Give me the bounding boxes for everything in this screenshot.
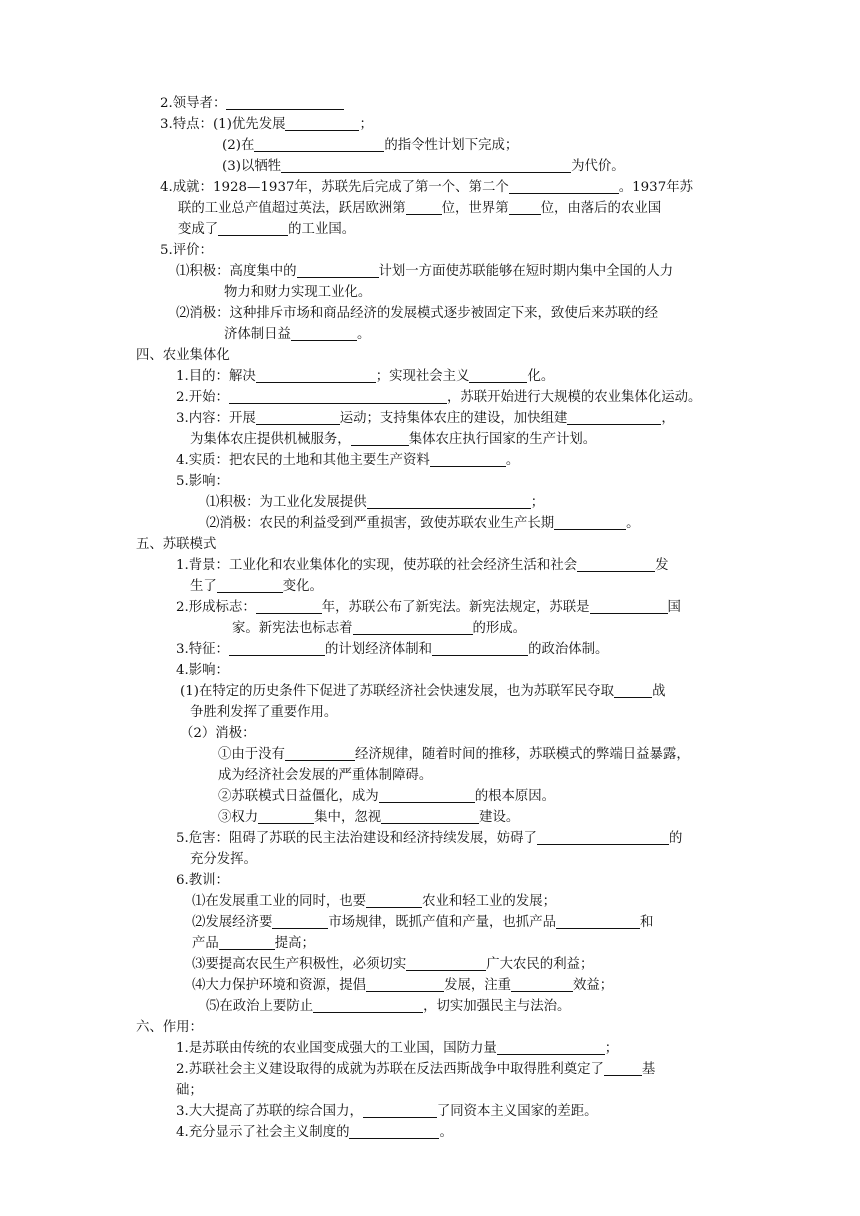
fill-in-blank[interactable] xyxy=(256,598,322,614)
line-text: 充分发挥。 xyxy=(190,852,257,867)
line-text: 六、作用： xyxy=(136,1020,203,1035)
text-line xyxy=(160,114,373,135)
text-line xyxy=(192,975,613,996)
text-line xyxy=(176,828,682,849)
text-line xyxy=(180,723,255,744)
fill-in-blank[interactable] xyxy=(351,430,409,446)
line-text: 化。 xyxy=(527,369,555,384)
text-line xyxy=(190,576,323,597)
line-text: ②苏联模式日益僵化，成为 xyxy=(218,789,379,804)
line-text: 年，苏联公布了新宪法。新宪法规定，苏联是 xyxy=(321,600,590,615)
fill-in-blank[interactable] xyxy=(285,115,359,131)
line-text: 广大农民的利益； xyxy=(486,957,594,972)
fill-in-blank[interactable] xyxy=(291,325,357,341)
line-text: 成为经济社会发展的严重体制障碍。 xyxy=(218,768,433,783)
line-text: 变成了 xyxy=(178,222,219,237)
text-line xyxy=(176,1080,203,1101)
fill-in-blank[interactable] xyxy=(381,808,479,824)
line-text: 3.特点：(1)优先发展 xyxy=(160,117,286,132)
text-line xyxy=(136,345,230,366)
line-text: 。1937年苏 xyxy=(618,180,693,195)
line-text: 2.形成标志： xyxy=(176,600,256,615)
line-text: ⑸在政治上要防止 xyxy=(206,999,314,1014)
text-line xyxy=(176,261,673,282)
text-line xyxy=(176,639,608,660)
fill-in-blank[interactable] xyxy=(229,640,325,656)
text-line xyxy=(176,555,669,576)
fill-in-blank[interactable] xyxy=(614,682,652,698)
line-text: ，切实加强民主与法治。 xyxy=(423,999,571,1014)
text-line xyxy=(178,219,355,240)
line-text: 3.内容：开展 xyxy=(176,411,256,426)
line-text: 战 xyxy=(652,684,666,699)
fill-in-blank[interactable] xyxy=(219,934,275,950)
line-text: ； xyxy=(604,1041,619,1056)
text-line xyxy=(218,807,519,828)
line-text: ； xyxy=(359,117,373,132)
text-line xyxy=(176,660,229,681)
line-text: 争胜利发挥了重要作用。 xyxy=(190,705,338,720)
line-text: 基 xyxy=(641,1062,656,1077)
line-text: 经济规律，随着时间的推移，苏联模式的弊端日益暴露， xyxy=(354,747,690,762)
line-text: ；实现社会主义 xyxy=(375,369,470,384)
fill-in-blank[interactable] xyxy=(406,955,486,971)
line-text: 2.开始： xyxy=(176,390,229,405)
fill-in-blank[interactable] xyxy=(537,829,669,845)
line-text: 农业和轻工业的发展； xyxy=(422,894,556,909)
line-text: 发展，注重 xyxy=(444,978,512,993)
line-text: 为代价。 xyxy=(571,159,625,174)
fill-in-blank[interactable] xyxy=(577,556,655,572)
line-text: 物力和财力实现工业化。 xyxy=(224,285,372,300)
fill-in-blank[interactable] xyxy=(218,220,288,236)
text-line xyxy=(176,1122,453,1143)
line-text: 和 xyxy=(639,915,654,930)
line-text: 2.苏联社会主义建设取得的成就为苏联在反法西斯战争中取得胜利奠定了 xyxy=(176,1062,604,1077)
line-text: 产品 xyxy=(192,936,219,951)
line-text: 效益； xyxy=(573,978,614,993)
line-text: 4.充分显示了社会主义制度的 xyxy=(176,1125,350,1140)
text-line xyxy=(218,744,690,765)
line-text: 6.教训： xyxy=(176,873,229,888)
text-line xyxy=(176,471,229,492)
line-text: 4.影响： xyxy=(176,663,229,678)
text-line xyxy=(136,1017,203,1038)
fill-in-blank[interactable] xyxy=(217,577,283,593)
text-line xyxy=(218,786,555,807)
text-line xyxy=(176,870,229,891)
line-text: ⑴积极：为工业化发展提供 xyxy=(206,495,367,510)
text-line xyxy=(176,450,519,471)
line-text: （2）消极： xyxy=(180,726,256,741)
line-text: 。 xyxy=(439,1125,453,1140)
line-text: 了同资本主义国家的差距。 xyxy=(436,1104,598,1119)
fill-in-blank[interactable] xyxy=(509,178,619,194)
line-text: ⑵消极：农民的利益受到严重损害，致使苏联农业生产长期 xyxy=(206,516,555,531)
line-text: 3.大大提高了苏联的综合国力， xyxy=(176,1104,363,1119)
text-line xyxy=(192,954,593,975)
line-text: ⑵发展经济要 xyxy=(192,915,273,930)
line-text: 5.危害：阻碍了苏联的民主法治建设和经济持续发展，妨碍了 xyxy=(176,831,537,846)
line-text: 的工业国。 xyxy=(288,222,356,237)
fill-in-blank[interactable] xyxy=(229,388,447,404)
fill-in-blank[interactable] xyxy=(363,1102,437,1118)
fill-in-blank[interactable] xyxy=(226,94,344,110)
fill-in-blank[interactable] xyxy=(254,136,384,152)
line-text: 3.特征： xyxy=(176,642,229,657)
line-text: ，苏联开始进行大规模的农业集体化运动。 xyxy=(446,390,702,405)
text-line xyxy=(176,387,701,408)
fill-in-blank[interactable] xyxy=(430,451,506,467)
fill-in-blank[interactable] xyxy=(469,367,527,383)
text-line xyxy=(176,408,675,429)
line-text: 运动；支持集体农庄的建设，加快组建 xyxy=(339,411,568,426)
line-text: 。 xyxy=(505,453,520,468)
line-text: 国 xyxy=(667,600,681,615)
text-line xyxy=(206,513,640,534)
text-line xyxy=(190,702,337,723)
text-line xyxy=(192,933,315,954)
line-text: 的形成。 xyxy=(472,621,527,636)
line-text: 集体农庄执行国家的生产计划。 xyxy=(408,432,597,447)
text-line xyxy=(224,324,370,345)
line-text: 的指令性计划下完成； xyxy=(384,138,519,153)
line-text: 集中，忽视 xyxy=(314,810,382,825)
line-text: ⑷大力保护环境和资源，提倡 xyxy=(192,978,367,993)
fill-in-blank[interactable] xyxy=(367,493,531,509)
line-text: 位，由落后的农业国 xyxy=(540,201,662,216)
text-line xyxy=(190,849,257,870)
line-text: 的计划经济体制和 xyxy=(324,642,433,657)
line-text: 的根本原因。 xyxy=(474,789,556,804)
fill-in-blank[interactable] xyxy=(297,262,379,278)
fill-in-blank[interactable] xyxy=(509,199,541,215)
line-text: 位，世界第 xyxy=(441,201,509,216)
text-line xyxy=(218,765,432,786)
line-text: 家。新宪法也标志着 xyxy=(232,621,353,636)
text-line xyxy=(136,534,216,555)
fill-in-blank[interactable] xyxy=(567,409,661,425)
line-text: 础； xyxy=(176,1083,203,1098)
line-text: 为集体农庄提供机械服务， xyxy=(190,432,351,447)
fill-in-blank[interactable] xyxy=(604,1060,642,1076)
line-text: ⑴在发展重工业的同时，也要 xyxy=(192,894,367,909)
line-text: 计划一方面使苏联能够在短时期内集中全国的人力 xyxy=(378,264,674,279)
line-text: ⑴积极：高度集中的 xyxy=(176,264,297,279)
text-line xyxy=(176,1059,655,1080)
line-text: ⑵消极：这种排斥市场和商品经济的发展模式逐步被固定下来，致使后来苏联的经 xyxy=(176,306,659,321)
fill-in-blank[interactable] xyxy=(285,745,355,761)
text-line xyxy=(222,156,625,177)
line-text: ①由于没有 xyxy=(218,747,285,762)
text-line xyxy=(160,177,693,198)
fill-in-blank[interactable] xyxy=(313,997,423,1013)
line-text: 建设。 xyxy=(479,810,520,825)
text-line xyxy=(180,681,665,702)
fill-in-blank[interactable] xyxy=(258,808,314,824)
fill-in-blank[interactable] xyxy=(511,976,573,992)
line-text: 。 xyxy=(626,516,640,531)
line-text: 1.目的：解决 xyxy=(176,369,256,384)
line-text: 四、农业集体化 xyxy=(136,348,230,363)
fill-in-blank[interactable] xyxy=(432,640,528,656)
line-text: 2.领导者： xyxy=(160,96,227,111)
fill-in-blank[interactable] xyxy=(379,787,475,803)
line-text: (1)在特定的历史条件下促进了苏联经济社会快速发展，也为苏联军民夺取 xyxy=(180,684,615,699)
line-text: 4.实质：把农民的土地和其他主要生产资料 xyxy=(176,453,430,468)
text-line xyxy=(190,429,596,450)
fill-in-blank[interactable] xyxy=(556,913,640,929)
line-text: 联的工业总产值超过英法，跃居欧洲第 xyxy=(178,201,406,216)
fill-in-blank[interactable] xyxy=(554,514,626,530)
fill-in-blank[interactable] xyxy=(256,367,376,383)
text-line xyxy=(192,912,653,933)
text-line xyxy=(160,93,344,114)
fill-in-blank[interactable] xyxy=(353,619,473,635)
line-text: (2)在 xyxy=(222,138,255,153)
line-text: 市场规律，既抓产值和产量，也抓产品 xyxy=(328,915,556,930)
line-text: 变化。 xyxy=(282,579,323,594)
text-line xyxy=(192,891,556,912)
text-line xyxy=(178,198,661,219)
fill-in-blank[interactable] xyxy=(406,199,442,215)
line-text: 的政治体制。 xyxy=(528,642,609,657)
line-text: 1.背景：工业化和农业集体化的实现，使苏联的社会经济生活和社会 xyxy=(176,558,578,573)
line-text: 五、苏联模式 xyxy=(136,537,217,552)
fill-in-blank[interactable] xyxy=(366,976,444,992)
line-text: ， xyxy=(661,411,675,426)
text-line xyxy=(222,135,518,156)
line-text: 5.影响： xyxy=(176,474,229,489)
text-line xyxy=(176,1101,598,1122)
line-text: 生了 xyxy=(190,579,217,594)
line-text: 1.是苏联由传统的农业国变成强大的工业国，国防力量 xyxy=(176,1041,497,1056)
text-line xyxy=(206,492,544,513)
text-line xyxy=(160,240,213,261)
line-text: 5.评价： xyxy=(160,243,213,258)
line-text: ； xyxy=(530,495,545,510)
text-line xyxy=(176,303,658,324)
line-text: 发 xyxy=(655,558,669,573)
fill-in-blank[interactable] xyxy=(366,892,422,908)
fill-in-blank[interactable] xyxy=(272,913,328,929)
text-line xyxy=(206,996,570,1017)
fill-in-blank[interactable] xyxy=(497,1039,605,1055)
line-text: 4.成就：1928—1937年，苏联先后完成了第一个、第二个 xyxy=(160,180,509,195)
line-text: 。 xyxy=(356,327,371,342)
text-line xyxy=(232,618,526,639)
text-line xyxy=(176,1038,618,1059)
line-text: 提高； xyxy=(274,936,315,951)
line-text: ③权力 xyxy=(218,810,259,825)
text-line xyxy=(224,282,371,303)
fill-in-blank[interactable] xyxy=(256,409,340,425)
text-line xyxy=(176,366,554,387)
fill-in-blank[interactable] xyxy=(349,1123,439,1139)
line-text: 济体制日益 xyxy=(224,327,291,342)
fill-in-blank[interactable] xyxy=(590,598,668,614)
line-text: (3)以牺牲 xyxy=(222,159,282,174)
text-line xyxy=(176,597,681,618)
line-text: 的 xyxy=(668,831,683,846)
fill-in-blank[interactable] xyxy=(281,157,571,173)
line-text: ⑶要提高农民生产积极性，必须切实 xyxy=(192,957,407,972)
